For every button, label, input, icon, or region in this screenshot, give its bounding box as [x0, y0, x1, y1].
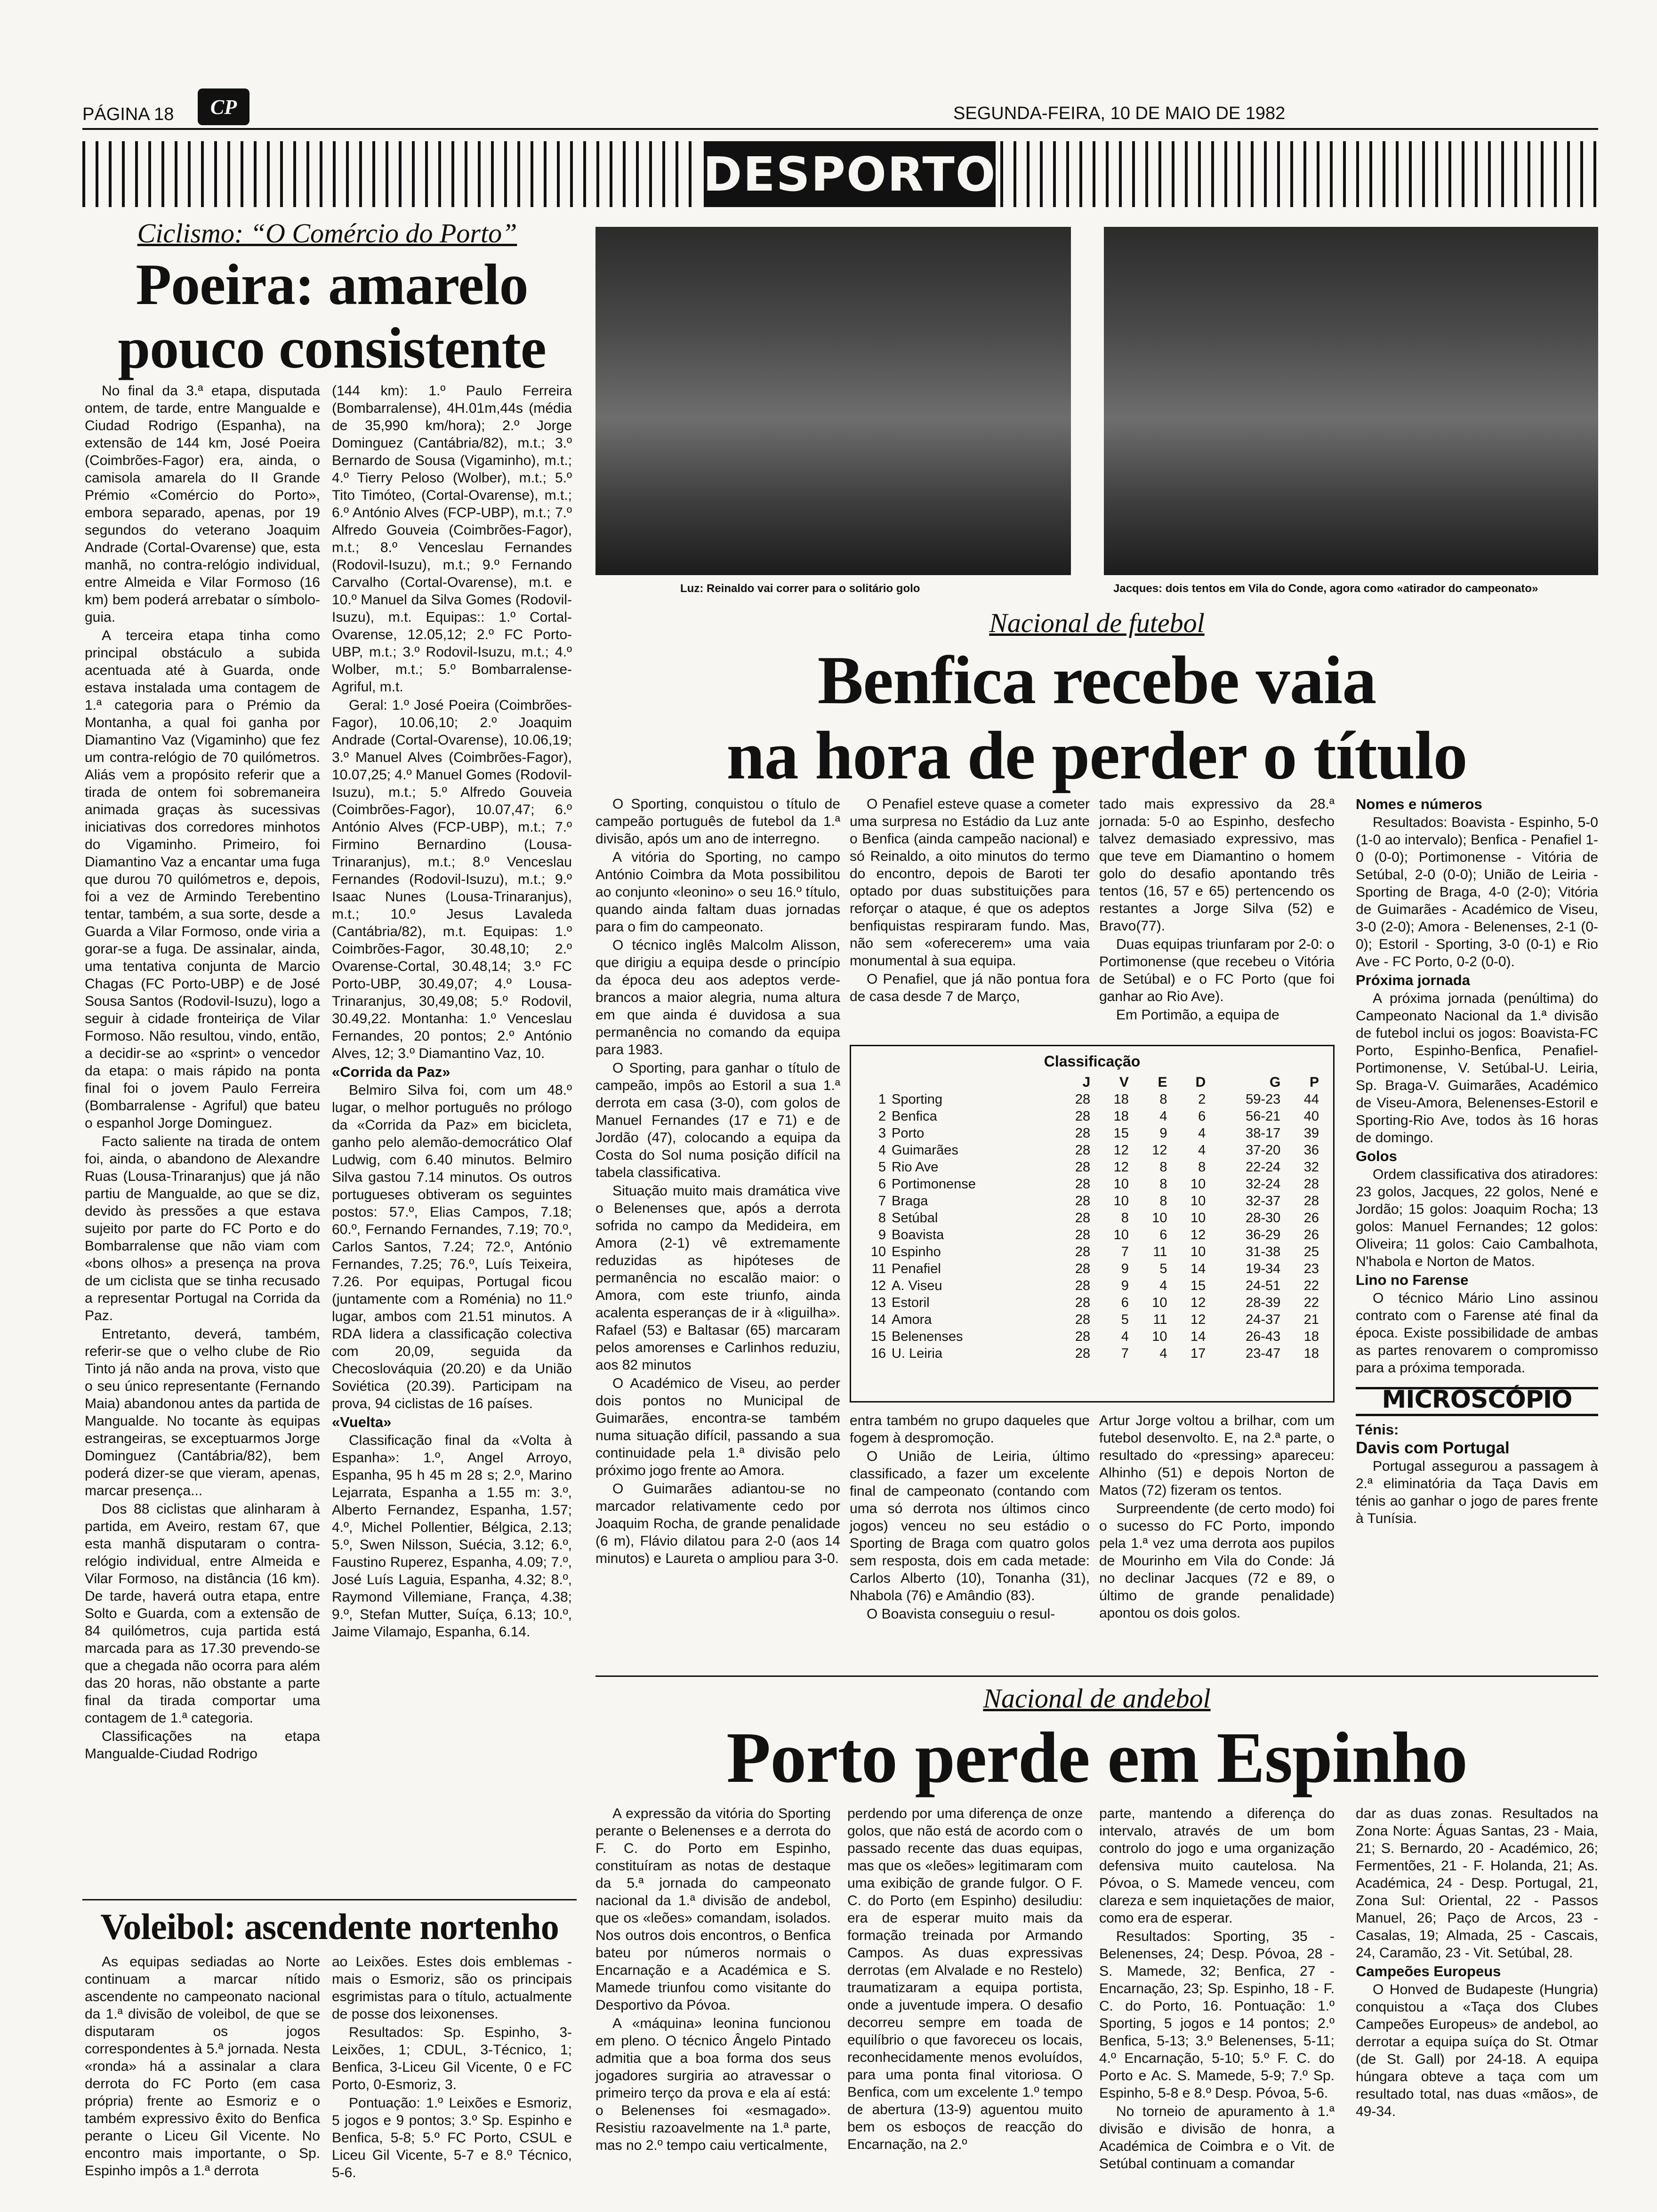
photo-benfica-match: [595, 227, 1071, 575]
header-team: [889, 1074, 1054, 1091]
table-row: [862, 1210, 1322, 1226]
cell-position: 4: [878, 1143, 886, 1158]
cell-wins: 4: [1121, 1329, 1129, 1344]
page-number: PÁGINA 18: [82, 104, 174, 124]
cell-goals: 36-29: [1246, 1227, 1281, 1242]
table-row: [862, 1125, 1322, 1142]
paragraph: A terceira etapa tinha como principal obstáculo a subida acentuada até à Guarda, onde estava instalada uma contagem de 1.ª categoria para o Prémio da Montanha, a qual foi ganha por Diamantino Vaz (Vigaminho) que fez um contra-relógio de 70 quilómetros. Aliás vem a propósito referir que a tirada de ontem foi sobremaneira animada graças às sucessivas iniciativas dos corredores minhotos do Vigaminho. Primeiro, foi Diamantino Vaz a encantar uma fuga que durou 70 quilómetros e, depois, foi a vez de Armindo Terebentino tentar, também, a sua sorte, desde a Guarda a Vilar Formoso, onde viria a gorar-se a fuga. De assinalar, ainda, uma tentativa conjunta de Marcio Chagas (FC Porto-UBP) e de José Sousa Santos (Rodovil-Isuzu), logo a seguir à cidade fronteiriça de Vilar Formoso. Não resultou, vindo, então, a decidir-se ao «sprint» o vencedor da etapa: o mais rápido na ponta final foi o jovem Paulo Ferreira (Bombarralense - Agriful) que bateu o espanhol Jorge Dominguez.: [85, 628, 320, 1131]
cell-points: 44: [1303, 1092, 1319, 1107]
cell-wins: 6: [1121, 1295, 1129, 1310]
handball-column-4: [1356, 1805, 1598, 2121]
microscopio-logo: [1356, 1387, 1598, 1416]
cell-losses: 14: [1190, 1261, 1206, 1276]
cell-goals: 37-20: [1246, 1143, 1281, 1158]
cell-wins: 12: [1113, 1143, 1129, 1158]
cell-position: 6: [878, 1177, 886, 1192]
cell-team: Braga: [892, 1194, 928, 1209]
cell-losses: 8: [1198, 1160, 1206, 1175]
cell-goals: 19-34: [1246, 1261, 1281, 1276]
cell-played: 28: [1075, 1227, 1091, 1242]
cell-points: 26: [1303, 1210, 1319, 1226]
cycling-column-1: [85, 382, 320, 1763]
cell-position: 11: [871, 1261, 886, 1276]
paragraph: O Penafiel esteve quase a cometer uma surpresa no Estádio da Luz ante o Benfica (ainda campeão nacional) e só Reinaldo, a oito minutos do termo do encontro, depois de Baroti ter optado por duas substituições para reforçar o ataque, é que os adeptos benfiquistas respiraram fundo. Mas, não sem «oferecerem» uma vaia monumental à sua equipa.: [850, 796, 1090, 969]
cell-wins: 9: [1121, 1261, 1129, 1276]
newspaper-logo: [198, 88, 249, 125]
paragraph: Resultados: Sp. Espinho, 3-Leixões, 1; CDUL, 3-Técnico, 1; Benfica, 3-Liceu Gil Vicente, 0 e FC Porto, 0-Esmoriz, 3.: [332, 2025, 572, 2092]
paragraph: O Penafiel, que já não pontua fora de casa desde 7 de Março,: [850, 971, 1090, 1004]
paragraph: parte, mantendo a diferença do intervalo, através de um bom controlo do jogo e uma organização defensiva muito cautelosa. Na Póvoa, o S. Mamede venceu, com clareza e sem inquietações de maior, como era de esperar.: [1099, 1806, 1335, 1926]
cycling-kicker: Ciclismo: “O Comércio do Porto”: [137, 218, 517, 248]
cell-wins: 10: [1113, 1194, 1129, 1209]
paragraph: (144 km): 1.º Paulo Ferreira (Bombarralense), 4H.01m,44s (média de 35,990 km/hora); 2.º Jorge Dominguez (Cantábria/82), m.t.; 3.º Bernardo de Sousa (Vigaminho), m.t.; 4.º Tierry Peloso (Wolber), m.t.; 5.º Tito Timóteo, (Cortal-Ovarense), m.t.; 6.º António Alves (FCP-UBP), m.t.; 7.º Alfredo Gouveia (Coimbrões-Fagor), m.t.; 8.º Venceslau Fernandes (Rodovil-Isuzu), m.t.; 9.º Fernando Carvalho (Cortal-Ovarense), m.t. e 10.º Manuel da Silva Gomes (Rodovil-Isuzu), m.t. Equipas:: 1.º Cortal-Ovarense, 12.05,12; 2.º FC Porto-UBP, m.t.; 3.º Rodovil-Isuzu, m.t.; 4.º Wolber, m.t.; 5.º Bombarralense-Agriful, m.t.: [332, 383, 572, 695]
section-title: DESPORTO: [703, 146, 997, 202]
header-played: J: [1082, 1074, 1091, 1090]
header-losses: D: [1195, 1074, 1206, 1090]
header-rule: [82, 128, 1598, 130]
cell-draws: 6: [1159, 1227, 1167, 1242]
cell-draws: 11: [1153, 1244, 1167, 1259]
cell-wins: 18: [1113, 1109, 1129, 1124]
paragraph: A próxima jornada (penúltima) do Campeonato Nacional da 1.ª divisão de futebol inclui os jogos: Boavista-FC Porto, Espinho-Benfica, Penafiel-Portimonense, V. Setúbal-U. Leiria, Sp. Braga-V. Guimarães, Académico de Viseu-Amora, Belenenses-Estoril e Sporting-Rio Ave, todos às 16 horas de domingo.: [1356, 991, 1598, 1146]
cell-losses: 6: [1198, 1109, 1206, 1124]
cell-position: 15: [870, 1329, 886, 1344]
paragraph: Classificação final da «Volta à Espanha»: 1.º, Angel Arroyo, Espanha, 95 h 45 m 28 s; 2.º, Marino Lejarrata, Espanha a 1.55 m: 3.º, Alberto Fernandez, Espanha, 1.57; 4.º, Michel Pollentier, Bélgica, 2.13; 5.º, Swen Nilsson, Suécia, 3.12; 6.º, Faustino Ruperez, Espanha, 4.09; 7.º, José Luís Laguia, Espanha, 4.32; 8.º, Raymond Villemiane, França, 4.38; 9.º, Stefan Mutter, Suíça, 6.13; 10.º, Jaime Vilamajo, Espanha, 6.14.: [332, 1433, 572, 1640]
cell-played: 28: [1075, 1278, 1091, 1293]
paragraph: O Guimarães adiantou-se no marcador relativamente cedo por Joaquim Rocha, de grande penalidade (6 m), Flávio dilatou para 2-0 (aos 14 minutos) e Laureta o ampliou para 3-0.: [595, 1481, 840, 1566]
standings-box: [850, 1045, 1335, 1403]
paragraph: O Académico de Viseu, ao perder dois pontos no Municipal de Guimarães, encontra-se também numa situação difícil, passando a sua continuidade pela 1.ª divisão pelo próximo jogo frente ao Amora.: [595, 1376, 840, 1478]
cell-wins: 12: [1113, 1160, 1129, 1175]
paragraph: Geral: 1.º José Poeira (Coimbrões-Fagor), 10.06,10; 2.º Joaquim Andrade (Cortal-Ovarense), 10.06,19; 3.º Manuel Alves (Coimbrões-Fagor), 10.07,25; 4.º Manuel Gomes (Rodovil-Isuzu), m.t.; 5.º Alfredo Gouveia (Coimbrões-Fagor), 10.07,47; 6.º António Alves (FCP-UBP), m.t.; 7.º Firmino Bernardino (Lousa-Trinaranjus), m.t.; 8.º Venceslau Fernandes (Rodovil-Isuzu), m.t.; 9.º Isaac Nunes (Lousa-Trinaranjus), m.t.; 10.º Jesus Lavaleda (Cantábria/82), m.t. Equipas: 1.º Coimbrões-Fagor, 30.48,10; 2.º Ovarense-Cortal, 30.48,14; 3.º FC Porto-UBP, 30.49,07; 4.º Lousa-Trinaranjus, 30,49,08; 5.º Rodovil, 30.49,22. Montanha: 1.º Venceslau Fernandes, 20 pontos; 2.º António Alves, 12; 3.º Diamantino Vaz, 10.: [332, 697, 572, 1061]
cell-wins: 10: [1113, 1227, 1129, 1242]
cell-team: Belenenses: [892, 1329, 963, 1344]
cell-wins: 18: [1113, 1092, 1129, 1107]
cell-losses: 12: [1190, 1312, 1206, 1327]
cell-points: 22: [1303, 1295, 1319, 1310]
cell-team: Porto: [892, 1126, 925, 1141]
cell-position: 1: [878, 1092, 886, 1107]
cell-played: 28: [1075, 1194, 1091, 1209]
cell-played: 28: [1075, 1346, 1091, 1361]
cell-wins: 7: [1121, 1346, 1129, 1361]
goals-heading: Golos: [1356, 1148, 1397, 1164]
cell-goals: 24-37: [1246, 1312, 1281, 1327]
paragraph: Duas equipas triunfaram por 2-0: o Portimonense (que recebeu o Vitória de Setúbal) e o FC Porto (que foi ganhar ao Rio Ave).: [1099, 937, 1335, 1004]
paragraph: O Honved de Budapeste (Hungria) conquistou a «Taça dos Clubes Campeões Europeus» de andebol, ao derrotar a equipa suíça do St. Otmar (de St. Gall) por 24-18. A equipa húngara obteve a taça com um resultado total, nas duas «mãos», de 49-34.: [1356, 1982, 1598, 2119]
cell-position: 13: [870, 1295, 886, 1310]
table-row: [862, 1328, 1322, 1345]
volleyball-title: Voleibol: ascendente nortenho: [100, 1906, 559, 1947]
table-row: [862, 1294, 1322, 1311]
table-row: [862, 1176, 1322, 1193]
standings-table: [862, 1074, 1322, 1362]
cell-points: 40: [1303, 1109, 1319, 1124]
vuelta-heading: «Vuelta»: [332, 1414, 392, 1430]
football-column-3: [1099, 795, 1335, 1025]
paragraph: A expressão da vitória do Sporting perante o Belenenses e a derrota do F. C. do Porto em Espinho, constituíram as notas de destaque da 5.ª jornada do campeonato nacional da 1.ª divisão de andebol, que os «leões» comandam, isolados. Nos outros dois encontros, o Benfica bateu por números normais o Encarnação e a Académica e S. Mamede triunfou como visitante do Desportivo da Póvoa.: [595, 1806, 831, 2013]
logo-text: CP: [210, 95, 237, 119]
cell-points: 18: [1303, 1329, 1319, 1344]
cell-draws: 10: [1152, 1210, 1167, 1226]
cell-played: 28: [1075, 1261, 1091, 1276]
paragraph: Dos 88 ciclistas que alinharam à partida, em Aveiro, restam 67, que esta manhã disputaram o contra-relógio individual, entre Almeida e Vilar Formoso, na distância (16 km). De tarde, haverá outra etapa, entre Solto e Guarda, com a extensão de 84 quilómetros, cuja partida está marcada para as 17.30 prevendo-se que a chegada não ocorra para além das 20 horas, não obstante a parte final da tirada comportar uma contagem de 1.ª categoria.: [85, 1501, 320, 1726]
cell-position: 2: [878, 1109, 886, 1124]
football-title-line1: Benfica recebe vaia: [817, 642, 1376, 718]
football-column-1: [595, 795, 840, 1568]
handball-top-rule: [595, 1675, 1598, 1677]
cell-played: 28: [1075, 1295, 1091, 1310]
cell-team: Amora: [892, 1312, 932, 1327]
table-row: [862, 1159, 1322, 1176]
cell-position: 5: [878, 1160, 886, 1175]
cell-goals: 28-30: [1246, 1210, 1281, 1226]
cell-goals: 28-39: [1246, 1295, 1281, 1310]
table-row: [862, 1108, 1322, 1125]
paragraph: Ordem classificativa dos atiradores: 23 golos, Jacques, 22 golos, Nené e Jordão; 15 golos: Joaquim Rocha; 13 golos: Manuel Fernandes; 12 golos: Oliveira; 11 golos: Caio Cambalhota, N'habola e Norton de Matos.: [1356, 1167, 1598, 1269]
football-title-line2: na hora de perder o título: [726, 717, 1467, 793]
cell-losses: 10: [1190, 1210, 1206, 1226]
table-row: [862, 1243, 1322, 1260]
handball-title: Porto perde em Espinho: [726, 1718, 1467, 1798]
cell-draws: 4: [1159, 1346, 1167, 1361]
cell-position: 7: [878, 1194, 886, 1209]
cell-points: 23: [1303, 1261, 1319, 1276]
cell-losses: 10: [1190, 1244, 1206, 1259]
tenis-subheading: Davis com Portugal: [1356, 1439, 1510, 1457]
paragraph: Belmiro Silva foi, com um 48.º lugar, o melhor português no prólogo da «Corrida da Paz» em bicicleta, ganho pelo alemão-democrático Olaf Ludwig, com 6.40 minutos. Belmiro Silva gastou 7.14 minutos. Os outros portugueses obtiveram os seguintes postos: 57.º, Elias Campos, 7.18; 60.º, Fernando Fernandes, 7.19; 70.º, Carlos Santos, 7.24; 72.º, António Fernandes, 7.25; 76.º, Luís Teixeira, 7.26. Por equipas, Portugal ficou (juntamente com a Roménia) no 11.º lugar, ambos com 21.51 minutos. A RDA lidera a classificação colectiva com 20,09, seguida da Checoslováquia (20.20) e da União Soviética (20.39). Participam na prova, 94 ciclistas de 16 países.: [332, 1082, 572, 1411]
paragraph: A vitória do Sporting, no campo António Coimbra da Mota possibilitou ao conjunto «leonino» o seu 16.º título, quando ainda faltam duas jornadas para o fim do campeonato.: [595, 850, 840, 935]
cell-points: 21: [1303, 1312, 1319, 1327]
cell-goals: 38-17: [1246, 1126, 1281, 1141]
paragraph: Resultados: Sporting, 35 - Belenenses, 24; Desp. Póvoa, 28 - S. Mamede, 32; Benfica, 27 - Encarnação, 23; Sp. Espinho, 18 - F. C. do Porto, 16. Pontuação: 1.º Sporting, 5 jogos e 14 pontos; 2.º Benfica, 5-13; 3.º Belenenses, 5-11; 4.º Encarnação, 5-10; 5.º F. C. do Porto e Ac. S. Mamede, 5-9; 7.º Sp. Espinho, 5-8 e 8.º Desp. Póvoa, 5-6.: [1099, 1929, 1335, 2101]
paragraph: tado mais expressivo da 28.ª jornada: 5-0 ao Espinho, desfecho talvez demasiado expressivo, mas que teve em Diamantino o homem golo do desafio apontando três tentos (16, 57 e 65) pertencendo os restantes a Jorge Silva (52) e Bravo(77).: [1099, 796, 1335, 934]
paragraph: entra também no grupo daqueles que fogem à despromoção.: [850, 1413, 1090, 1446]
cell-position: 12: [870, 1278, 886, 1293]
cell-draws: 11: [1153, 1312, 1167, 1327]
cell-points: 39: [1303, 1126, 1319, 1141]
standings-title: Classificação: [1044, 1053, 1141, 1070]
cell-wins: 7: [1121, 1244, 1129, 1259]
cell-losses: 4: [1198, 1126, 1206, 1141]
cell-losses: 14: [1190, 1329, 1206, 1344]
cell-team: Estoril: [892, 1295, 930, 1310]
photo-caption-left: Luz: Reinaldo vai correr para o solitário golo: [680, 582, 920, 595]
cell-played: 28: [1075, 1329, 1091, 1344]
next-round-heading: Próxima jornada: [1356, 972, 1470, 988]
cell-played: 28: [1075, 1312, 1091, 1327]
header-draws: E: [1158, 1074, 1167, 1090]
cell-position: 10: [870, 1244, 886, 1259]
cell-team: Portimonense: [892, 1177, 976, 1192]
page-date: SEGUNDA-FEIRA, 10 DE MAIO DE 1982: [953, 104, 1286, 123]
cell-goals: 59-23: [1246, 1092, 1281, 1107]
cell-wins: 8: [1121, 1210, 1129, 1226]
header-wins: V: [1119, 1074, 1129, 1090]
cell-points: 22: [1303, 1278, 1319, 1293]
paragraph: Classificações na etapa Mangualde-Ciudad Rodrigo: [85, 1729, 320, 1762]
cell-goals: 23-47: [1246, 1346, 1281, 1361]
cell-points: 32: [1303, 1160, 1319, 1175]
cell-goals: 24-51: [1246, 1278, 1281, 1293]
microscopio-text: MICROSCÓPIO: [1382, 1386, 1572, 1414]
paragraph: Resultados: Boavista - Espinho, 5-0 (1-0 ao intervalo); Benfica - Penafiel 1-0 (0-0); Portimonense - Vitória de Setúbal, 2-0 (0-0); União de Leiria - Sporting de Braga, 4-0 (2-0); Vitória de Guimarães - Académico de Viseu, 3-0 (2-0); Amora - Belenenses, 2-1 (0-0); Estoril - Sporting, 3-0 (0-1) e Rio Ave - FC Porto, 0-2 (0-0).: [1356, 815, 1598, 970]
paragraph: dar as duas zonas. Resultados na Zona Norte: Águas Santas, 23 - Maia, 21; S. Bernardo, 20 - Académico, 26; Fermentões, 21 - F. Holanda, 21; As. Académica, 24 - Desp. Portugal, 21, Zona Sul: Oriental, 22 - Passos Manuel, 26; Paço de Arcos, 23 - Casalas, 19; Almada, 25 - Cascais, 24, Caramão, 23 - Vit. Setúbal, 28.: [1356, 1806, 1598, 1961]
cell-draws: 12: [1152, 1143, 1167, 1158]
table-row: [862, 1311, 1322, 1328]
cell-goals: 26-43: [1246, 1329, 1281, 1344]
cell-draws: 8: [1159, 1194, 1167, 1209]
cell-draws: 8: [1159, 1177, 1167, 1192]
cell-losses: 10: [1190, 1177, 1206, 1192]
europe-heading: Campeões Europeus: [1356, 1963, 1501, 1980]
cell-team: Rio Ave: [892, 1160, 939, 1175]
cell-points: 28: [1303, 1194, 1319, 1209]
cell-wins: 10: [1113, 1177, 1129, 1192]
cell-draws: 10: [1152, 1295, 1167, 1310]
cell-draws: 9: [1159, 1126, 1167, 1141]
paragraph: O Boavista conseguiu o resul-: [867, 1606, 1055, 1622]
cell-position: 14: [870, 1312, 886, 1327]
cell-draws: 8: [1159, 1160, 1167, 1175]
football-column-3-bottom: [1099, 1412, 1335, 1623]
handball-kicker: Nacional de andebol: [983, 1683, 1211, 1714]
cell-wins: 9: [1121, 1278, 1129, 1293]
photo-jacques: [1104, 227, 1598, 575]
table-row: [862, 1226, 1322, 1243]
section-banner-left: [82, 141, 699, 207]
handball-column-3: [1099, 1805, 1335, 2173]
cell-team: Boavista: [892, 1227, 944, 1242]
volleyball-top-rule: [82, 1899, 577, 1900]
cell-goals: 56-21: [1246, 1109, 1281, 1124]
paragraph: No torneio de apuramento à 1.ª divisão e divisão de honra, a Académica de Coimbra e o Vit. de Setúbal continuam a comandar: [1099, 2104, 1335, 2172]
cell-losses: 12: [1190, 1295, 1206, 1310]
cell-played: 28: [1075, 1143, 1091, 1158]
cell-losses: 4: [1198, 1143, 1206, 1158]
table-row: [862, 1277, 1322, 1294]
cell-draws: 5: [1159, 1261, 1167, 1276]
cell-played: 28: [1075, 1109, 1091, 1124]
cell-losses: 12: [1190, 1227, 1206, 1242]
tenis-heading: Ténis:: [1356, 1421, 1399, 1438]
table-row: [862, 1142, 1322, 1159]
sidebar-column: [1356, 795, 1598, 1528]
table-row: [862, 1260, 1322, 1277]
paragraph: Situação muito mais dramática vive o Belenenses que, após a derrota sofrida no campo da Medideira, em Amora (2-1) vê extremamente reduzidas as hipóteses de permanência no escalão maior: o Amora, com este triunfo, ainda acalenta esperanças de ir à «liguilha». Rafael (53) e Baltasar (65) marcaram pelos amorenses e Carlinhos reduziu, aos 82 minutos: [595, 1183, 840, 1373]
paragraph: Portugal assegurou a passagem à 2.ª eliminatória da Taça Davis em ténis ao ganhar o jogo de pares frente à Tunísia.: [1356, 1459, 1598, 1526]
cell-played: 28: [1075, 1126, 1091, 1141]
cell-draws: 4: [1159, 1278, 1167, 1293]
paragraph: O Sporting, para ganhar o título de campeão, impôs ao Estoril a sua 1.ª derrota em casa (3-0), com golos de Manuel Fernandes (17 e 71) e de Jordão (47), colocando a equipa da Costa do Sol numa posição difícil na tabela classificativa.: [595, 1060, 840, 1180]
cell-team: Sporting: [892, 1092, 943, 1107]
paragraph: Surpreendente (de certo modo) foi o sucesso do FC Porto, impondo pela 1.ª vez uma derrota aos pupilos de Mourinho em Vila do Conde: Já no declinar Jacques (72 e 89, o último de grande penalidade) apontou os dois golos.: [1099, 1501, 1335, 1621]
paragraph: No final da 3.ª etapa, disputada ontem, de tarde, entre Mangualde e Ciudad Rodrigo (Espanha), na extensão de 144 km, José Poeira (Coimbrões-Fagor) era, ainda, o camisola amarela do II Grande Prémio «Comércio do Porto», embora separado, apenas, por 19 segundos do veterano Joaquim Andrade (Cortal-Ovarense) que, esta manhã, no contra-relógio individual, entre Almeida e Vilar Formoso (16 km) bem poderá arrebatar o símbolo-guia.: [85, 383, 320, 625]
cell-draws: 8: [1159, 1092, 1167, 1107]
cell-points: 25: [1303, 1244, 1319, 1259]
paragraph: ao Leixões. Estes dois emblemas - mais o Esmoriz, são os principais esgrimistas para o título, actualmente de posse dos leixonenses.: [332, 1954, 572, 2022]
cell-played: 28: [1075, 1177, 1091, 1192]
cell-played: 28: [1075, 1160, 1091, 1175]
paragraph: Artur Jorge voltou a brilhar, com um futebol desenvolto. E, na 2.ª parte, o resultado do «pressing» apareceu: Alhinho (51) e depois Norton de Matos (72) fizeram os tentos.: [1099, 1413, 1335, 1498]
cell-team: Espinho: [892, 1244, 941, 1259]
cell-wins: 15: [1113, 1126, 1129, 1141]
cell-team: Setúbal: [892, 1210, 938, 1226]
table-row: [862, 1091, 1322, 1108]
paragraph: As equipas sediadas ao Norte continuam a marcar nítido ascendente no campeonato nacional da 1.ª divisão de voleibol, de que se disputaram os jogos correspondentes à 5.ª jornada. Nesta «ronda» há a assinalar a clara derrota do FC Porto (em casa própria) frente ao Esmoriz e o também expressivo êxito do Benfica perante o Liceu Gil Vicente. No encontro mais importante, o Sp. Espinho impôs a 1.ª derrota: [85, 1954, 320, 2179]
lino-heading: Lino no Farense: [1356, 1272, 1469, 1288]
header-pos: [862, 1074, 889, 1091]
cell-team: Guimarães: [892, 1143, 958, 1158]
section-banner: [704, 141, 996, 207]
photo-caption-right: Jacques: dois tentos em Vila do Conde, agora como «atirador do campeonato»: [1113, 582, 1538, 595]
handball-column-1: [595, 1805, 831, 2155]
cycling-column-2: [332, 382, 572, 1642]
cell-goals: 22-24: [1246, 1160, 1281, 1175]
cell-wins: 5: [1121, 1312, 1129, 1327]
handball-column-2: [847, 1805, 1083, 2154]
paragraph: A «máquina» leonina funcionou em pleno. O técnico Ângelo Pintado admitia que a boa forma dos seus jogadores surgiria ao atravessar o primeiro terço da prova e ela aí está: o Belenenses foi «esmagado». Resistiu razoavelmente na 1.ª parte, mas no 2.º tempo caiu verticalmente,: [595, 2016, 831, 2153]
table-row: [862, 1193, 1322, 1210]
paragraph: O Sporting, conquistou o título de campeão português de futebol da 1.ª divisão, após um ano de interregno.: [595, 796, 840, 847]
paragraph: O técnico inglês Malcolm Alisson, que dirigiu a equipa desde o princípio da época deu aos adeptos verde-brancos a maior alegria, numa altura em que ainda é duvidosa a sua permanência no comando da equipa para 1983.: [595, 938, 840, 1058]
names-heading: Nomes e números: [1356, 796, 1482, 812]
volleyball-column-2: [332, 1953, 572, 2182]
cell-team: Benfica: [892, 1109, 937, 1124]
cell-played: 28: [1075, 1210, 1091, 1226]
paragraph: O União de Leiria, último classificado, a fazer um excelente final de campeonato (contando com uma só derrota nos últimos cinco jogos) venceu no seu estádio o Sporting de Braga com quatro golos sem resposta, dois em cada metade: Carlos Alberto (10), Tonanha (31), Nhabola (76) e Amândio (83).: [850, 1449, 1090, 1603]
paragraph: Facto saliente na tirada de ontem foi, ainda, o abandono de Alexandre Ruas (Lousa-Trinaranjus) que já não partiu de Mangualde, ao que se diz, devido às pressões a que estava sujeito por parte do FC Porto e do Bombarralense que não viam com «bons olhos» a presença na prova de um ciclista que se tinha recusado a representar Portugal na Corrida da Paz.: [85, 1134, 320, 1323]
corrida-paz-heading: «Corrida da Paz»: [332, 1064, 450, 1080]
cell-played: 28: [1075, 1092, 1091, 1107]
paragraph: Pontuação: 1.º Leixões e Esmoriz, 5 jogos e 9 pontos; 3.º Sp. Espinho e Benfica, 5-8; 5.º FC Porto, CSUL e Liceu Gil Vicente, 5-7 e 8.º Técnico, 5-6.: [332, 2095, 572, 2180]
cell-points: 36: [1303, 1143, 1319, 1158]
cell-points: 28: [1303, 1177, 1319, 1192]
cell-losses: 15: [1190, 1278, 1206, 1293]
cell-position: 9: [878, 1227, 886, 1242]
cell-goals: 31-38: [1246, 1244, 1281, 1259]
cell-losses: 2: [1198, 1092, 1206, 1107]
cell-points: 18: [1303, 1346, 1319, 1361]
cell-played: 28: [1075, 1244, 1091, 1259]
cell-goals: 32-37: [1246, 1194, 1281, 1209]
paragraph: Entretanto, deverá, também, referir-se que o velho clube de Rio Tinto já não anda na prova, visto que o seu único representante (Fernando Maia) abandonou antes da partida de Mangualde. No tocante às equipas estrangeiras, se exceptuarmos Jorge Dominguez (Cantábria/82), bem poderá dizer-se que vieram, apenas, marcar presença...: [85, 1326, 320, 1499]
cell-team: A. Viseu: [892, 1278, 942, 1293]
football-kicker: Nacional de futebol: [989, 608, 1205, 638]
cell-losses: 10: [1190, 1194, 1206, 1209]
cycling-title-line2: pouco consistente: [118, 316, 546, 380]
cell-position: 8: [878, 1210, 886, 1226]
cell-position: 3: [878, 1126, 886, 1141]
cell-draws: 10: [1152, 1329, 1167, 1344]
section-banner-right: [1000, 141, 1598, 207]
cell-team: U. Leiria: [892, 1346, 942, 1361]
volleyball-column-1: [85, 1953, 320, 2180]
football-column-2-bottom: [850, 1412, 1090, 1624]
cell-goals: 32-24: [1246, 1177, 1281, 1192]
cell-position: 16: [870, 1346, 886, 1361]
paragraph: perdendo por uma diferença de onze golos, que não está de acordo com o passado recente das duas equipas, mas que os «leões» legitimaram com uma exibição de grande fulgor. O F. C. do Porto (em Espinho) desiludiu: era de esperar muito mais da formação treinada por Armando Campos. As duas expressivas derrotas (em Alvalade e no Restelo) traumatizaram a equipa portista, onde a juventude impera. O desafio decorreu sempre em toada de equilíbrio o que favoreceu os locais, reconhecidamente menos evoluídos, para uma ponta final vitoriosa. O Benfica, com um excelente 1.º tempo de abertura (13-9) aguentou muito bem os esboços de reacção do Encarnação, na 2.º: [847, 1806, 1083, 2152]
table-row: [862, 1345, 1322, 1362]
cell-losses: 17: [1190, 1346, 1206, 1361]
cycling-title-line1: Poeira: amarelo: [136, 252, 528, 317]
cell-points: 26: [1303, 1227, 1319, 1242]
paragraph: O técnico Mário Lino assinou contrato com o Farense até final da época. Existe possibilidade de ambas as partes renovarem o compromisso para a próxima temporada.: [1356, 1290, 1598, 1376]
standings-header-row: [862, 1074, 1322, 1091]
header-points: P: [1309, 1074, 1319, 1090]
paragraph: Em Portimão, a equipa de: [1116, 1007, 1279, 1023]
cell-team: Penafiel: [892, 1261, 941, 1276]
football-column-2: [850, 795, 1090, 1006]
header-goals: G: [1269, 1074, 1281, 1090]
cell-draws: 4: [1159, 1109, 1167, 1124]
